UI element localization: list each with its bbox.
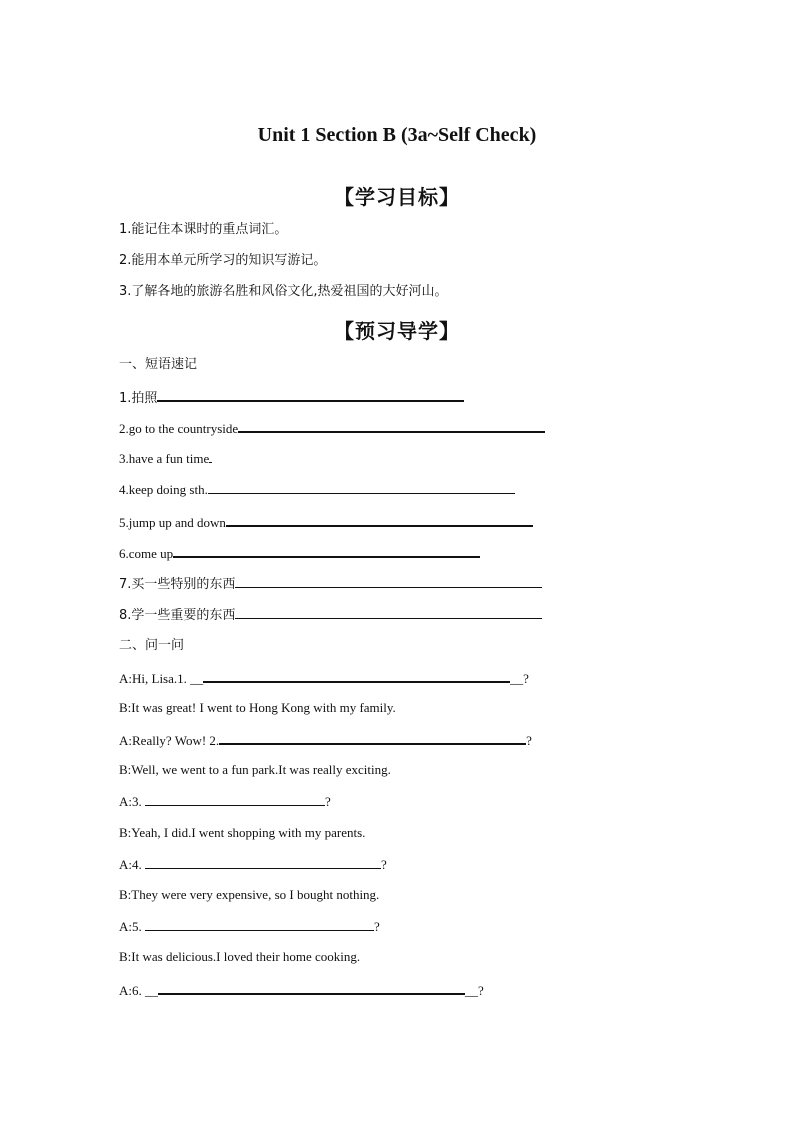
dialogue-line: A:4. ?	[119, 857, 387, 872]
answer-blank[interactable]	[235, 605, 542, 619]
answer-blank[interactable]	[238, 418, 545, 433]
phrase-item: 8.学一些重要的东西	[119, 605, 542, 625]
answer-blank[interactable]	[209, 449, 212, 463]
dialogue-line: B:It was great! I went to Hong Kong with my family.	[119, 700, 396, 715]
page-title: Unit 1 Section B (3a~Self Check)	[257, 124, 537, 146]
learning-goals-heading: 【学习目标】	[334, 185, 460, 209]
answer-blank[interactable]	[226, 512, 533, 527]
phrase-item: 6.come up	[119, 543, 480, 563]
answer-blank[interactable]	[203, 668, 510, 683]
answer-blank[interactable]	[157, 387, 464, 402]
goal-item: 1.能记住本课时的重点词汇。	[119, 222, 288, 237]
dialogue-line: B:They were very expensive, so I bought nothing.	[119, 887, 380, 902]
answer-blank[interactable]	[158, 980, 465, 995]
dialogue-line: A:3. ?	[119, 794, 331, 809]
dialogue-line: B:It was delicious.I loved their home cooking.	[119, 949, 361, 964]
phrase-item: 5.jump up and down	[119, 512, 533, 532]
part1-title: 一、短语速记	[119, 357, 198, 372]
dialogue-line: A:Hi, Lisa.1. __ __?	[119, 668, 529, 688]
dialogue-line: B:Yeah, I did.I went shopping with my parents.	[119, 825, 366, 840]
answer-blank[interactable]	[145, 855, 381, 869]
answer-blank[interactable]	[219, 730, 526, 745]
goal-item: 3.了解各地的旅游名胜和风俗文化,热爱祖国的大好河山。	[119, 284, 448, 299]
answer-blank[interactable]	[208, 480, 515, 494]
phrase-item: 7.买一些特别的东西	[119, 574, 542, 594]
dialogue-line: A:6. __ __?	[119, 980, 484, 1000]
phrase-item: 1.拍照	[119, 387, 464, 408]
answer-blank[interactable]	[173, 543, 480, 558]
goal-item: 2.能用本单元所学习的知识写游记。	[119, 253, 327, 268]
dialogue-line: B:Well, we went to a fun park.It was really exciting.	[119, 762, 391, 777]
phrase-item: 2.go to the countryside	[119, 418, 545, 438]
answer-blank[interactable]	[145, 792, 325, 806]
dialogue-line: A:Really? Wow! 2. ?	[119, 730, 532, 750]
dialogue-line: A:5. ?	[119, 919, 380, 934]
phrase-item: 3.have a fun time	[119, 449, 212, 468]
answer-blank[interactable]	[145, 917, 374, 931]
answer-blank[interactable]	[235, 574, 542, 588]
phrase-item: 4.keep doing sth.	[119, 480, 515, 499]
preview-heading: 【预习导学】	[334, 319, 460, 343]
part2-title: 二、问一问	[119, 638, 185, 653]
